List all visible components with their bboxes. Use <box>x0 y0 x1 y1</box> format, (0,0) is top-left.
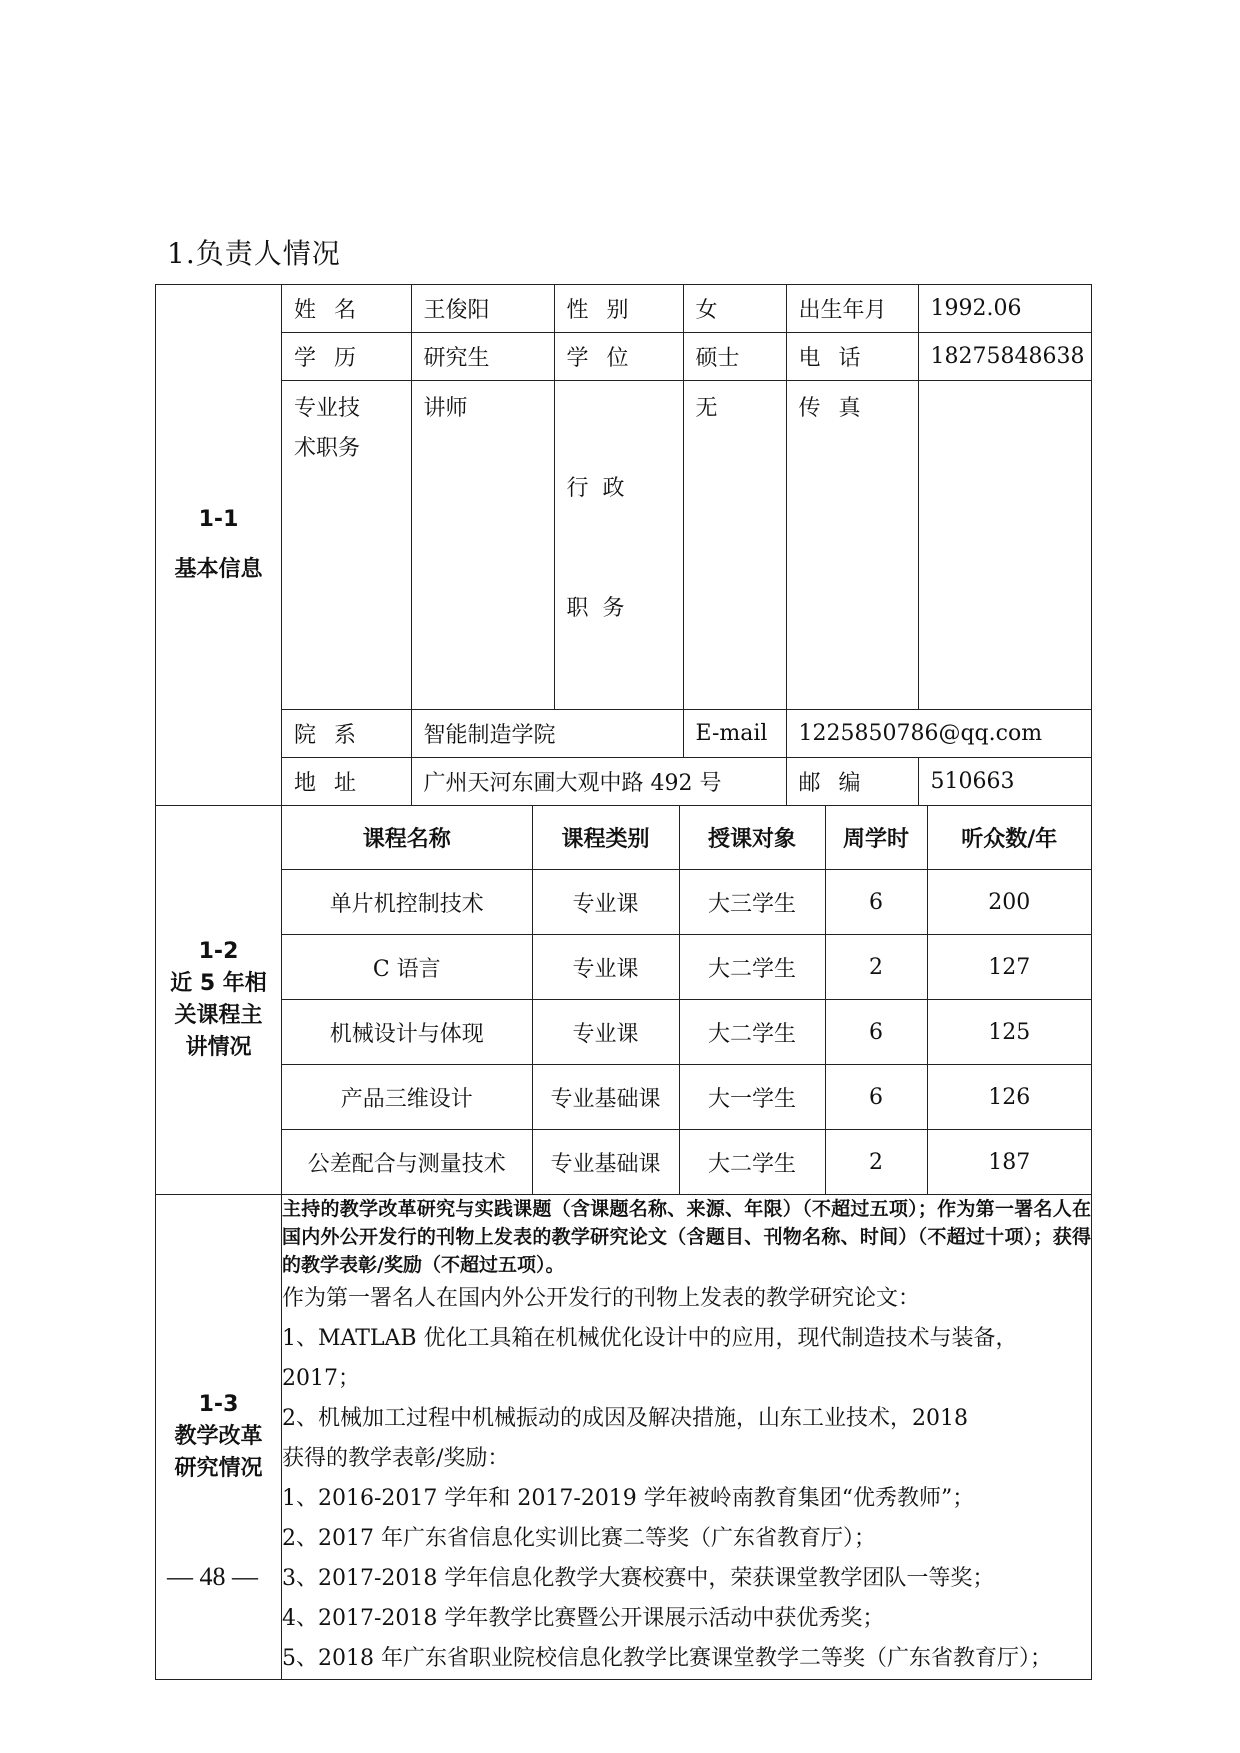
course-type: 专业课 <box>532 1000 679 1065</box>
table-row <box>282 1130 1091 1195</box>
education-value: 研究生 <box>411 333 554 381</box>
course-audience: 大三学生 <box>679 870 825 935</box>
dept-label: 院系 <box>282 710 411 758</box>
reform-line: 作为第一署名人在国内外公开发行的刊物上发表的教学研究论文： <box>282 1286 921 1311</box>
reform-title-line: 教学改革 <box>174 1424 263 1449</box>
reform-label <box>156 1195 282 1680</box>
basic-row <box>282 285 1091 333</box>
name-value: 王俊阳 <box>411 285 554 333</box>
fax-value <box>918 381 1091 710</box>
admin-label-line: 职 务 <box>566 596 625 621</box>
course-audience: 大二学生 <box>679 1000 825 1065</box>
reform-line: 1、MATLAB 优化工具箱在机械优化设计中的应用，现代制造技术与装备，2017； <box>282 1326 1018 1391</box>
course-header: 授课对象 <box>679 806 825 870</box>
course-name: 公差配合与测量技术 <box>282 1130 532 1195</box>
table-row <box>282 935 1091 1000</box>
table-row <box>282 870 1091 935</box>
email-label: E-mail <box>683 710 786 758</box>
basic-info-code: 1-1 <box>198 507 239 532</box>
course-hours: 2 <box>825 1130 927 1195</box>
gender-label: 性别 <box>554 285 683 333</box>
postcode-value: 510663 <box>918 758 1091 806</box>
section-title: 1.负责人情况 <box>167 237 341 270</box>
birth-label: 出生年月 <box>786 285 918 333</box>
reform-line: 1、2016-2017 学年和 2017-2019 学年被岭南教育集团“优秀教师”； <box>282 1486 975 1511</box>
basic-info-section <box>156 285 1092 806</box>
reform-section <box>156 1195 1092 1680</box>
courses-table <box>282 806 1091 1194</box>
basic-row <box>282 710 1091 758</box>
course-type: 专业基础课 <box>532 1130 679 1195</box>
fax-label: 传真 <box>786 381 918 710</box>
course-name: C 语言 <box>282 935 532 1000</box>
title-label <box>282 381 411 710</box>
title-label-line: 术职务 <box>294 436 361 461</box>
basic-row <box>282 333 1091 381</box>
course-audience: 大一学生 <box>679 1065 825 1130</box>
phone-label: 电话 <box>786 333 918 381</box>
reform-code: 1-3 <box>198 1392 239 1417</box>
name-label: 姓名 <box>282 285 411 333</box>
course-header: 课程类别 <box>532 806 679 870</box>
table-row <box>282 1065 1091 1130</box>
admin-label <box>554 381 683 710</box>
courses-title-line: 讲情况 <box>185 1035 252 1060</box>
birth-value: 1992.06 <box>918 285 1091 333</box>
education-label: 学历 <box>282 333 411 381</box>
reform-title-line: 研究情况 <box>174 1456 263 1481</box>
basic-row <box>282 381 1091 710</box>
address-value: 广州天河东圃大观中路 492 号 <box>411 758 786 806</box>
postcode-label: 邮编 <box>786 758 918 806</box>
title-value: 讲师 <box>411 381 554 710</box>
course-name: 单片机控制技术 <box>282 870 532 935</box>
gender-value: 女 <box>683 285 786 333</box>
course-listeners: 187 <box>927 1130 1091 1195</box>
course-header: 课程名称 <box>282 806 532 870</box>
reform-content <box>282 1195 1092 1680</box>
course-audience: 大二学生 <box>679 935 825 1000</box>
reform-instructions: 主持的教学改革研究与实践课题（含课题名称、来源、年限）（不超过五项）；作为第一署名人在国内外公开发行的刊物上发表的教学研究论文（含题目、刊物名称、时间）（不超过十项）；获得的教学表彰/奖励（不超过五项）。 <box>282 1198 1091 1276</box>
reform-line: 2、2017 年广东省信息化实训比赛二等奖（广东省教育厅）； <box>282 1526 876 1551</box>
reform-line: 4、2017-2018 学年教学比赛暨公开课展示活动中获优秀奖； <box>282 1606 885 1631</box>
course-listeners: 125 <box>927 1000 1091 1065</box>
degree-label: 学位 <box>554 333 683 381</box>
course-listeners: 200 <box>927 870 1091 935</box>
course-name: 产品三维设计 <box>282 1065 532 1130</box>
courses-code: 1-2 <box>198 939 239 964</box>
table-row <box>282 1000 1091 1065</box>
course-header: 周学时 <box>825 806 927 870</box>
course-type: 专业课 <box>532 935 679 1000</box>
course-hours: 6 <box>825 1000 927 1065</box>
basic-info-label <box>156 285 282 806</box>
course-type: 专业基础课 <box>532 1065 679 1130</box>
address-label: 地址 <box>282 758 411 806</box>
reform-line: 获得的教学表彰/奖励： <box>282 1446 510 1471</box>
course-type: 专业课 <box>532 870 679 935</box>
page-number: — 48 — <box>167 1562 258 1591</box>
degree-value: 硕士 <box>683 333 786 381</box>
admin-label-line: 行 政 <box>566 476 625 501</box>
basic-row <box>282 758 1091 806</box>
dept-value: 智能制造学院 <box>411 710 683 758</box>
basic-info-table <box>282 285 1091 805</box>
reform-line: 3、2017-2018 学年信息化教学大赛校赛中，荣获课堂教学团队一等奖； <box>282 1566 995 1591</box>
course-hours: 6 <box>825 870 927 935</box>
email-value: 1225850786@qq.com <box>786 710 1091 758</box>
title-label-line: 专业技 <box>294 396 361 421</box>
courses-title-line: 近 5 年相 <box>170 971 267 996</box>
courses-label <box>156 806 282 1195</box>
course-hours: 2 <box>825 935 927 1000</box>
course-listeners: 127 <box>927 935 1091 1000</box>
reform-line: 5、2018 年广东省职业院校信息化教学比赛课堂教学二等奖（广东省教育厅）； <box>282 1646 1052 1671</box>
course-audience: 大二学生 <box>679 1130 825 1195</box>
admin-value: 无 <box>683 381 786 710</box>
responsible-person-table <box>155 284 1092 1680</box>
basic-info-title: 基本信息 <box>174 557 263 582</box>
course-listeners: 126 <box>927 1065 1091 1130</box>
course-name: 机械设计与体现 <box>282 1000 532 1065</box>
courses-title-line: 关课程主 <box>174 1003 263 1028</box>
course-header: 听众数/年 <box>927 806 1091 870</box>
course-hours: 6 <box>825 1065 927 1130</box>
courses-section <box>156 806 1092 1195</box>
courses-header-row <box>282 806 1091 870</box>
reform-line: 2、机械加工过程中机械振动的成因及解决措施，山东工业技术，2018 <box>282 1406 968 1431</box>
phone-value: 18275848638 <box>918 333 1091 381</box>
